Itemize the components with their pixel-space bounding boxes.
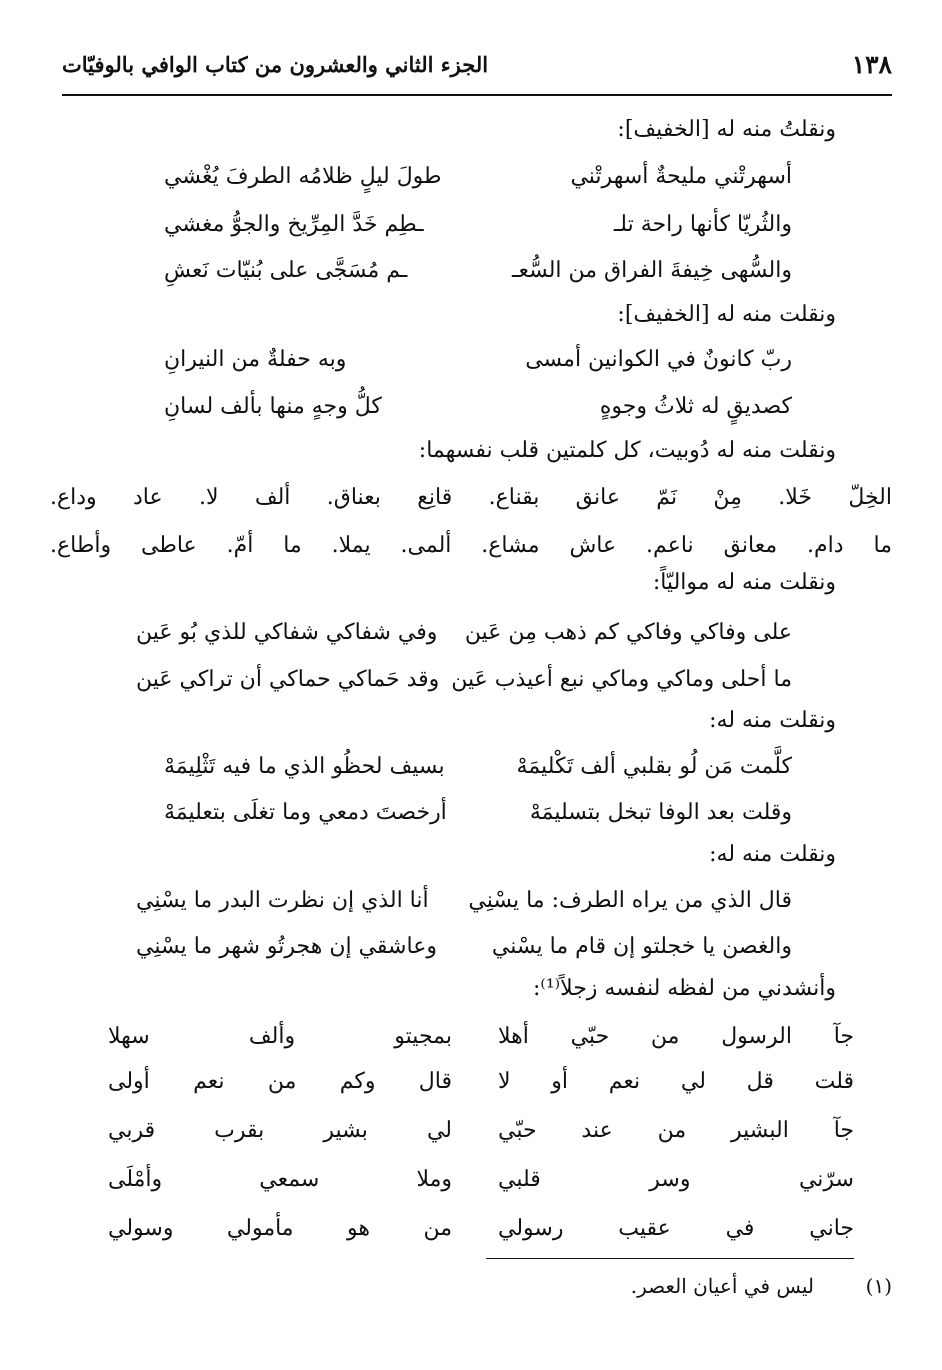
verse-second-hemistich: ـطِم خَدَّ المِرِّيخ والجوُّ مغشي xyxy=(164,212,424,237)
verse-second-hemistich: وبه حفلةٌ من النيرانِ xyxy=(164,347,347,372)
verse-second-hemistich: وقد حَماكي حماكي أن تراكي عَين xyxy=(136,667,440,692)
footnote-text: ليس في أعيان العصر. xyxy=(630,1274,814,1298)
zajal-second-half: لي بشير بقرب قربي xyxy=(108,1118,452,1143)
header-rule xyxy=(62,94,892,96)
dubayt-line: الخِلّ خَلا. مِنْ نَمّ عانق بقناع. قانِع بعناق. ألف لا. عاد وداع. xyxy=(50,485,892,510)
verse-first-hemistich: والسُّهى خِيفةَ الفراق من السُّعـ xyxy=(512,258,792,283)
verse-first-hemistich: وقلت بعد الوفا تبخل بتسليمَهْ xyxy=(529,800,792,825)
verse-first-hemistich: على وفاكي وفاكي كم ذهب مِن عَين xyxy=(464,620,792,645)
section-intro: ونقلتُ منه له [الخفيف]: xyxy=(617,117,836,142)
verse-second-hemistich: طولَ ليلٍ ظلامُه الطرفَ يُغْشي xyxy=(164,164,442,189)
verse-second-hemistich: ـم مُسَجَّى على بُنيّات نَعشِ xyxy=(164,258,408,283)
page-number: ١٣٨ xyxy=(851,50,892,79)
running-header xyxy=(62,46,892,86)
verse-second-hemistich: وعاشقي إن هجرتُو شهر ما يسْنِي xyxy=(136,934,437,959)
zajal-second-half: وملا سمعي وأمْلَى xyxy=(108,1167,452,1192)
verse-second-hemistich: كلُّ وجهٍ منها بألف لسانِ xyxy=(164,394,382,419)
verse-first-hemistich: أسهرتْني مليحةٌ أسهرتْني xyxy=(570,164,792,189)
zajal-first-half: جآ البشير من عند حبّي xyxy=(498,1118,854,1143)
verse-first-hemistich: قال الذي من يراه الطرف: ما يسْنِي xyxy=(468,888,792,913)
footnote-rule xyxy=(486,1258,854,1259)
verse-second-hemistich: أرخصتَ دمعي وما تغلَى بتعليمَهْ xyxy=(164,800,447,825)
zajal-first-half: جاني في عقيب رسولي xyxy=(498,1216,854,1241)
verse-second-hemistich: بسيف لحظُو الذي ما فيه تَثْلِيمَهْ xyxy=(164,754,445,779)
verse-second-hemistich: أنا الذي إن نظرت البدر ما يسْنِي xyxy=(136,888,429,913)
dubayt-line: ما دام. معانق ناعم. عاش مشاع. ألمى. يملا. ما أمّ. عاطى وأطاع. xyxy=(50,533,892,558)
zajal-first-half: قلت قل لي نعم أو لا xyxy=(498,1069,854,1094)
verse-first-hemistich: والغصن يا خجلتو إن قام ما يسْني xyxy=(491,934,792,959)
zajal-first-half: جآ الرسول من حبّي أهلا xyxy=(498,1024,854,1049)
zajal-second-half: بمجيتو وألف سهلا xyxy=(108,1024,452,1049)
verse-first-hemistich: والثُريّا كأنها راحة تلـ xyxy=(613,212,792,237)
verse-first-hemistich: ما أحلى وماكي وماكي نبع أعيذب عَين xyxy=(451,667,792,692)
zajal-first-half: سرّني وسر قلبي xyxy=(498,1167,854,1192)
zajal-second-half: من هو مأمولي وسولي xyxy=(108,1216,452,1241)
footnote-number: (١) xyxy=(865,1274,892,1298)
section-intro: ونقلت منه له مواليّاً: xyxy=(652,570,836,595)
zajal-second-half: قال وكم من نعم أولى xyxy=(108,1069,452,1094)
verse-first-hemistich: كلَّمت مَن لُو بقلبي ألف تَكْليمَهْ xyxy=(516,754,792,779)
verse-second-hemistich: وفي شفاكي شفاكي للذي بُو عَين xyxy=(136,620,438,645)
section-intro: ونقلت منه له دُوبيت، كل كلمتين قلب نفسهما: xyxy=(418,438,836,463)
running-title: الجزء الثاني والعشرون من كتاب الوافي بالوفيّات xyxy=(62,52,489,77)
section-intro: وأنشدني من لفظه لنفسه زجلاً⁽¹⁾: xyxy=(533,976,836,1001)
verse-first-hemistich: ربّ كانونٌ في الكوانين أمسى xyxy=(525,347,792,372)
section-intro: ونقلت منه له [الخفيف]: xyxy=(617,302,836,327)
section-intro: ونقلت منه له: xyxy=(709,708,836,733)
section-intro: ونقلت منه له: xyxy=(709,842,836,867)
verse-first-hemistich: كصديقٍ له ثلاثُ وجوهٍ xyxy=(599,394,792,419)
